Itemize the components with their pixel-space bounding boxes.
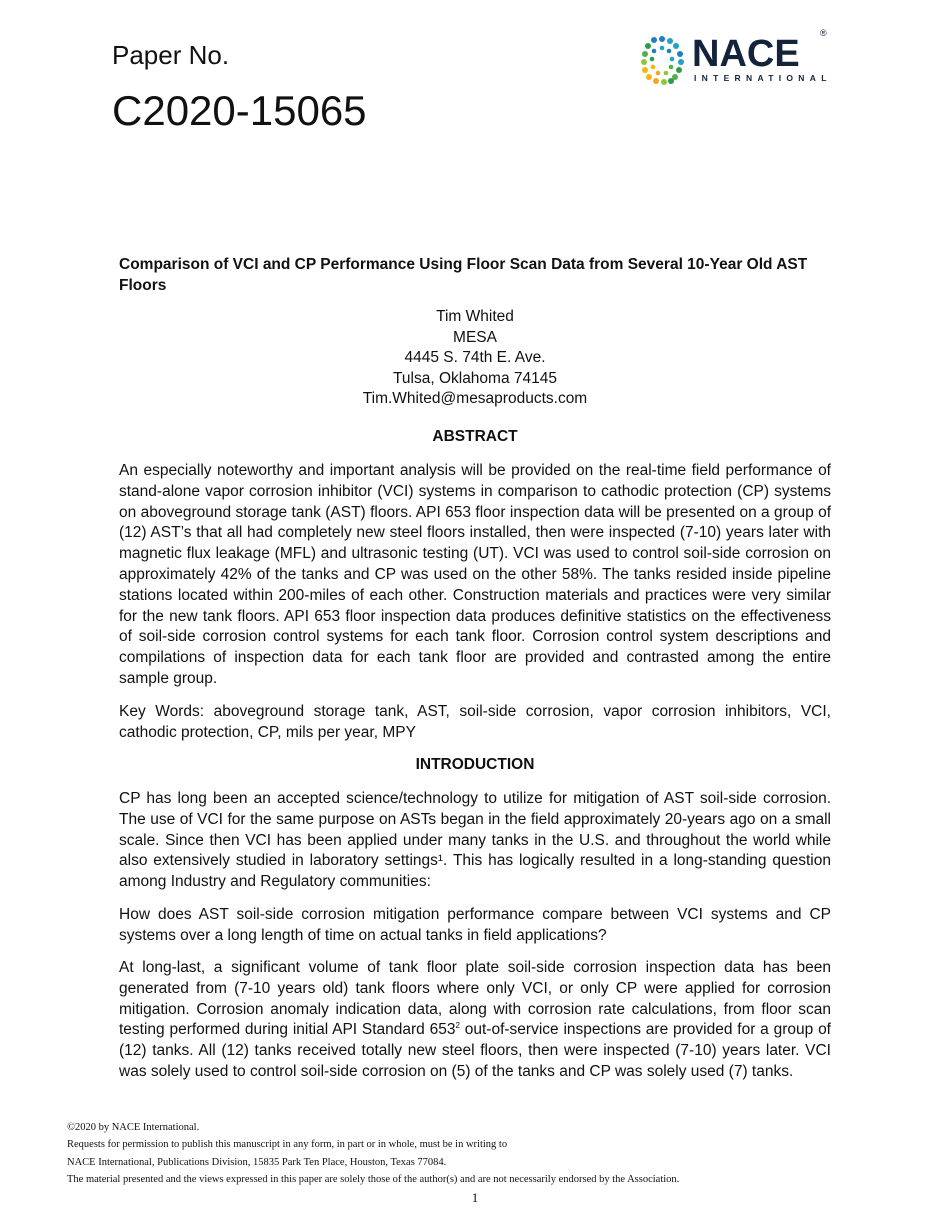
- introduction-paragraph-3: [119, 958, 831, 1083]
- keywords-paragraph: [119, 702, 831, 744]
- intro-text-2: How does AST soil-side corrosion mitigation performance compare between VCI systems and CP systems over a long length of time on actual tanks in field applications?: [119, 906, 831, 944]
- author-name: Tim Whited: [436, 308, 514, 325]
- abstract-text: An especially noteworthy and important analysis will be provided on the real-time field performance of stand-alone vapor corrosion inhibitor (VCI) systems in comparison to cathodic protection (CP) systems on aboveground storage tank (AST) floors. API 653 floor inspection data will be presented on a group of (12) AST’s that all had completely new steel floors installed, then were inspected (7-10) years later with magnetic flux leakage (MFL) and ultrasonic testing (UT). VCI was used to control soil-side corrosion on approximately 42% of the tanks and CP was used on the other 58%. The tanks resided inside pipeline stations located within 200-miles of each other. Construction materials and practices were very similar for the new tank floors. API 653 floor inspection data produces definitive statistics on the effectiveness of soil-side corrosion control systems for each tank floor. Corrosion control system descriptions and compilations of inspection data for each tank floor are provided and contrasted among the entire sample group.: [119, 462, 831, 687]
- page-number: 1: [471, 1190, 479, 1205]
- nace-logo: [640, 28, 830, 88]
- nace-emblem-icon: [640, 34, 690, 90]
- introduction-heading: INTRODUCTION: [415, 756, 535, 773]
- footer-disclaimer: The material presented and the views expressed in this paper are solely those of the author(s) and are not necessarily endorsed by the Association.: [67, 1173, 680, 1185]
- reference-superscript: 2: [455, 1021, 460, 1031]
- logo-wordmark: NACE: [692, 33, 800, 75]
- abstract-heading: ABSTRACT: [432, 428, 518, 445]
- footer-copyright: ©2020 by NACE International.: [67, 1122, 200, 1133]
- paper-number-value: C2020-15065: [112, 87, 367, 134]
- footer-permission: Requests for permission to publish this manuscript in any form, in part or in whole, must be in writing to: [67, 1139, 508, 1151]
- author-email: Tim.Whited@mesaproducts.com: [362, 390, 588, 407]
- logo-registered-mark: ®: [820, 28, 827, 38]
- intro-text-3: [119, 958, 831, 1083]
- author-organization: MESA: [453, 328, 497, 346]
- footer-notice: [67, 1119, 887, 1188]
- abstract-paragraph: [119, 461, 831, 690]
- author-address-line2: Tulsa, Oklahoma 74145: [393, 369, 557, 387]
- footer-address: NACE International, Publications Division, 15835 Park Ten Place, Houston, Texas 77084.: [67, 1156, 447, 1168]
- intro-text-3-part1: At long-last, a significant volume of tank floor plate soil-side corrosion inspection data has been generated from (7-10 years old) tank floors where only VCI, or only CP were applied for corrosion mitigation. Corrosion anomaly indication data, along with corrosion rate calculations, from floor scan testing performed during initial API Standard 653: [119, 959, 831, 1039]
- introduction-paragraph-1: [119, 789, 831, 893]
- paper-number-label: Paper No.: [112, 40, 230, 70]
- paper-title: Comparison of VCI and CP Performance Using Floor Scan Data from Several 10-Year Old AST Floors: [119, 256, 808, 294]
- author-address-line1: 4445 S. 74th E. Ave.: [404, 349, 546, 366]
- author-block: [119, 307, 831, 410]
- intro-text-3-part2: out-of-service inspections are provided for a group of (12) tanks. All (12) tanks received totally new steel floors, then were inspected (7-10) years later. VCI was solely used to control soil-side corrosion on (5) of the tanks and CP was solely used (7) tanks.: [119, 1021, 831, 1080]
- introduction-paragraph-2: [119, 905, 831, 947]
- keywords-text: Key Words: aboveground storage tank, AST, soil-side corrosion, vapor corrosion inhibitors, VCI, cathodic protection, CP, mils per year, MPY: [119, 703, 831, 741]
- intro-text-1: CP has long been an accepted science/technology to utilize for mitigation of AST soil-side corrosion. The use of VCI for the same purpose on ASTs began in the field approximately 20-years ago on a small scale. Since then VCI has been applied under many tanks in the U.S. and throughout the world while also extensively studied in laboratory settings¹. This has logically resulted in a long-standing question among Industry and Regulatory communities:: [119, 790, 831, 891]
- logo-subtitle: INTERNATIONAL: [694, 73, 832, 83]
